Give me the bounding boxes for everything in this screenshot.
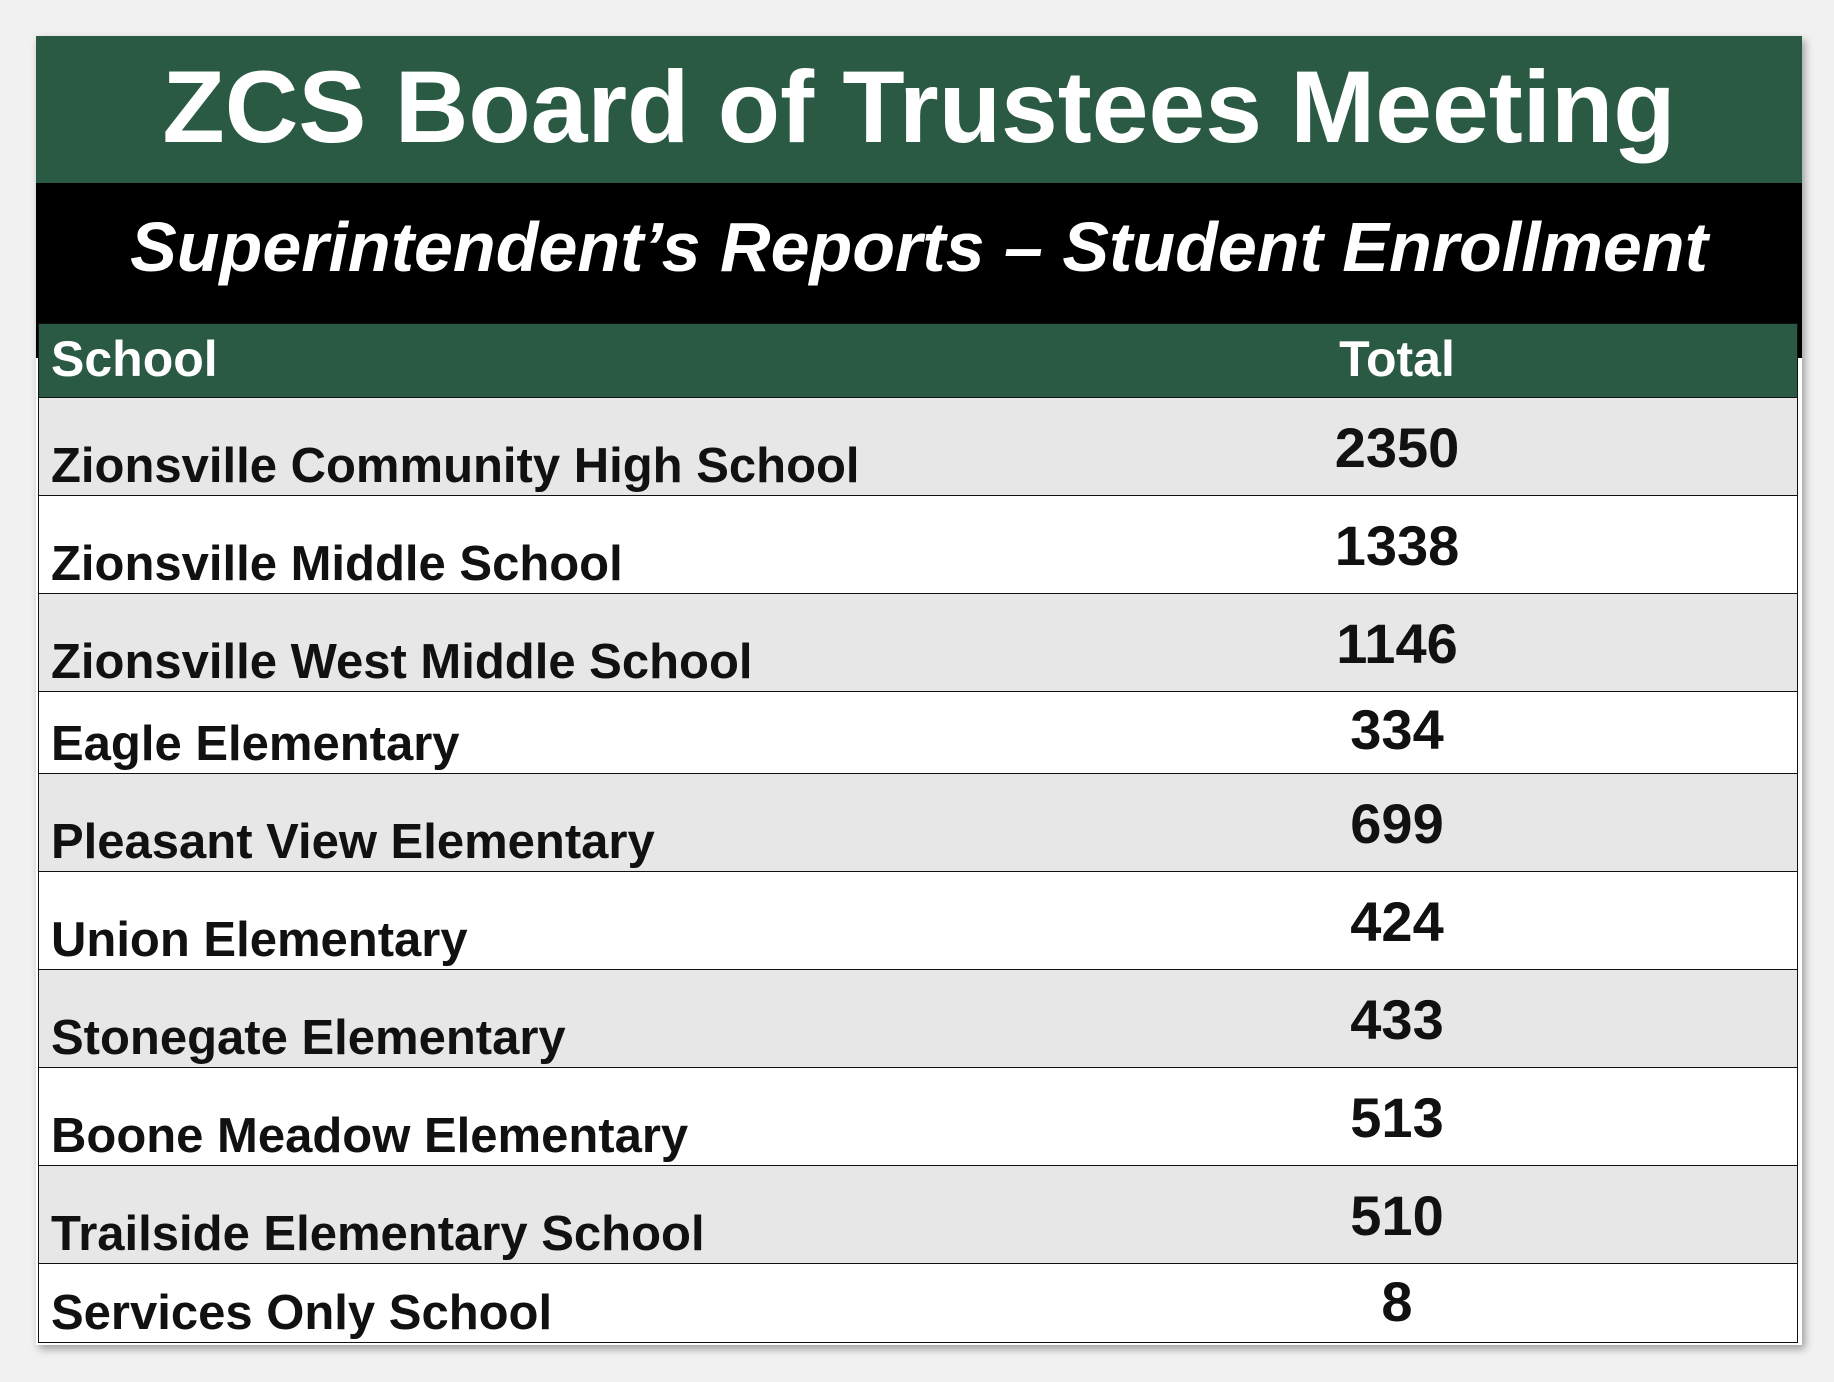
- table-row: [39, 773, 1797, 871]
- page-title: ZCS Board of Trustees Meeting: [162, 49, 1676, 164]
- enrollment-table: [38, 323, 1798, 1343]
- table-row: [39, 1263, 1797, 1342]
- school-name-cell: Services Only School: [51, 1286, 553, 1340]
- total-cell: 513: [1350, 1086, 1444, 1149]
- table-header-row: [39, 324, 1797, 397]
- total-cell: 8: [1381, 1270, 1413, 1333]
- school-name-cell: Zionsville West Middle School: [51, 635, 753, 689]
- table-row: [39, 1067, 1797, 1165]
- school-name-cell: Union Elementary: [51, 913, 468, 967]
- total-cell: 433: [1350, 988, 1444, 1051]
- table-row: [39, 593, 1797, 691]
- table-row: [39, 691, 1797, 773]
- column-header-school: School: [51, 331, 218, 387]
- table-row: [39, 495, 1797, 593]
- school-name-cell: Zionsville Community High School: [51, 439, 860, 493]
- total-cell: 334: [1350, 698, 1444, 761]
- page-subtitle: Superintendent’s Reports – Student Enrollment: [130, 207, 1708, 286]
- total-cell: 2350: [1334, 416, 1460, 479]
- table-row: [39, 871, 1797, 969]
- total-cell: 510: [1350, 1184, 1444, 1247]
- column-header-total: Total: [1339, 331, 1455, 387]
- total-cell: 1146: [1336, 612, 1458, 675]
- table-row: [39, 969, 1797, 1067]
- school-name-cell: Eagle Elementary: [51, 717, 460, 771]
- total-cell: 1338: [1334, 514, 1460, 577]
- slide: [36, 36, 1802, 1345]
- table-row: [39, 1165, 1797, 1263]
- school-name-cell: Boone Meadow Elementary: [51, 1109, 689, 1163]
- school-name-cell: Stonegate Elementary: [51, 1011, 566, 1065]
- school-name-cell: Trailside Elementary School: [51, 1207, 705, 1261]
- title-banner: [36, 36, 1802, 183]
- table-row: [39, 397, 1797, 495]
- school-name-cell: Zionsville Middle School: [51, 537, 623, 591]
- total-cell: 699: [1350, 792, 1444, 855]
- total-cell: 424: [1350, 890, 1444, 953]
- school-name-cell: Pleasant View Elementary: [51, 815, 655, 869]
